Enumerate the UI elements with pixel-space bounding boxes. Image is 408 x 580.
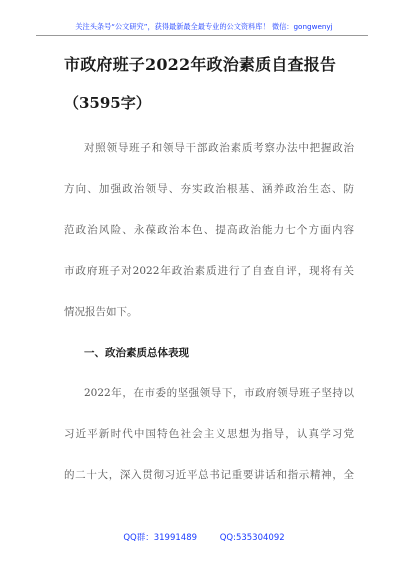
- footer-qq-group: QQ群：31991489: [123, 533, 198, 543]
- footer-qq: QQ:535304092: [219, 533, 285, 543]
- intro-line: 情况报告如下。: [64, 306, 138, 318]
- section-heading: 一、政治素质总体表现: [84, 347, 189, 359]
- intro-line: 方向、加强政治领导、夯实政治根基、涵养政治生态、防: [64, 183, 354, 195]
- section-line: 的二十大，深入贯彻习近平总书记重要讲话和指示精神，全: [64, 469, 354, 481]
- section-line: 习近平新时代中国特色社会主义思想为指导，认真学习党: [64, 428, 354, 440]
- section-line: 2022年，在市委的坚强领导下，市政府领导班子坚持以: [84, 387, 354, 399]
- document-title: 市政府班子2022年政治素质自查报告: [64, 55, 337, 74]
- header-divider: [36, 35, 368, 36]
- intro-line: 市政府班子对2022年政治素质进行了自查自评，现将有关: [64, 265, 354, 277]
- word-count: （3595字）: [64, 94, 151, 112]
- footer-contact: [0, 531, 408, 543]
- intro-line: 范政治风险、永葆政治本色、提高政治能力七个方面内容: [64, 224, 354, 236]
- header-banner: 关注头条号“公文研究”，获得最新最全最专业的公文资料库！ 微信：gongwenyj: [75, 22, 333, 31]
- intro-line: 对照领导班子和领导干部政治素质考察办法中把握政治: [84, 142, 354, 154]
